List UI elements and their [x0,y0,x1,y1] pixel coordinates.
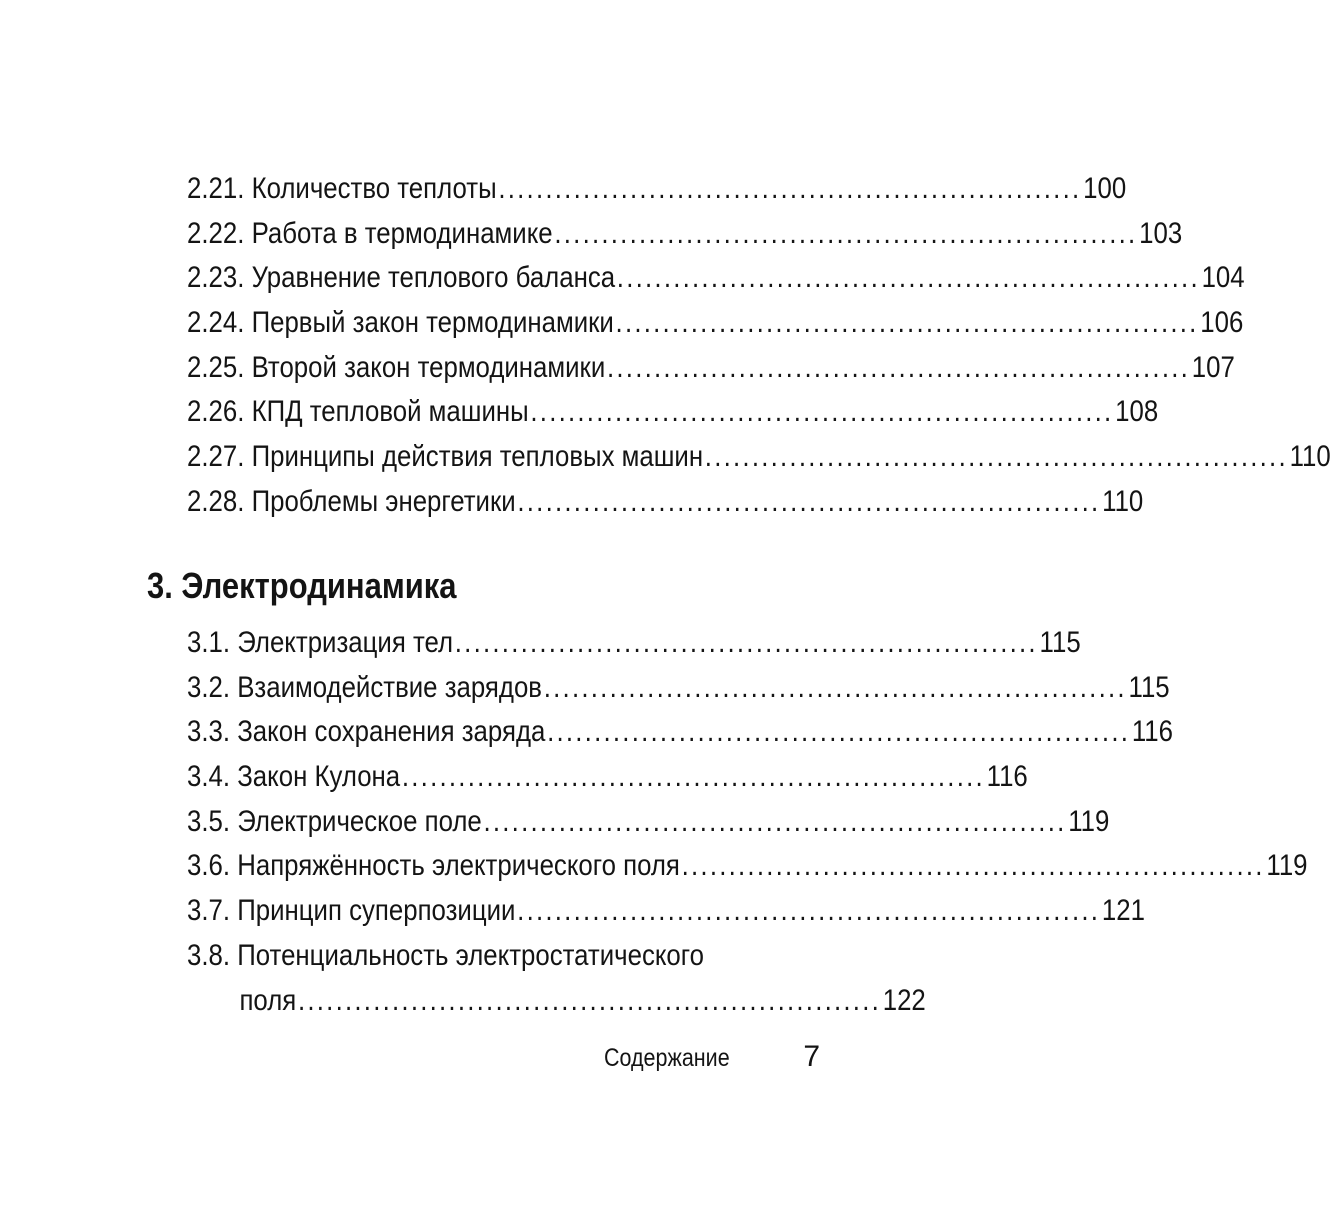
entry-title: Уравнение теплового баланса [251,261,616,295]
entry-page: 116 [1131,715,1173,749]
entry-title-continuation: поля [239,983,297,1017]
entry-page: 103 [1139,216,1183,250]
dot-leader: .............................................................. [547,715,1131,749]
page-number: 7 [803,1040,820,1073]
entry-title: Напряжённость электрического поля [237,849,680,883]
toc-entry[interactable] [187,212,1183,257]
entry-title: Закон сохранения заряда [237,715,546,749]
dot-leader: .............................................................. [681,849,1265,883]
page-footer [0,1036,1000,1080]
entry-page: 108 [1115,395,1159,429]
dot-leader: .............................................................. [498,172,1082,205]
entry-page: 106 [1200,306,1244,340]
entry-title: Потенциальность электростатического [237,938,704,972]
section-heading: 3. Электродинамика [147,565,457,606]
entry-title: Проблемы энергетики [251,484,516,518]
entry-number: 2.25. [187,350,245,384]
entry-number: 3.1. [187,626,231,659]
entry-title: Принцип суперпозиции [237,894,516,928]
entry-title: Количество теплоты [251,172,497,205]
entry-title: Электрическое поле [237,804,482,838]
toc-entry[interactable] [187,666,1170,711]
dot-leader: .............................................................. [543,670,1127,704]
entry-title: Работа в термодинамике [251,216,553,250]
entry-number: 3.5. [187,804,231,838]
entry-number: 2.21. [187,172,245,205]
toc-entry[interactable] [187,844,1308,889]
toc-section-3 [187,621,1308,1023]
entry-page: 104 [1201,261,1245,295]
toc-entry[interactable] [187,390,1159,435]
entry-number: 3.3. [187,715,231,749]
dot-leader: .............................................................. [517,484,1101,518]
entry-number: 2.26. [187,395,245,429]
entry-page: 110 [1289,440,1331,474]
entry-page: 115 [1039,626,1081,659]
entry-page: 116 [986,760,1028,794]
toc-entry-first-line[interactable] [187,934,819,979]
entry-number: 2.22. [187,216,245,250]
entry-page: 115 [1128,670,1170,704]
entry-title: Электризация тел [237,626,454,659]
dot-leader: .............................................................. [616,261,1200,295]
toc-entry[interactable] [187,800,1110,845]
entry-page: 110 [1102,484,1144,518]
entry-title: Взаимодействие зарядов [237,670,543,704]
dot-leader: .............................................................. [401,760,985,794]
entry-number: 3.4. [187,760,231,794]
entry-number: 2.23. [187,261,245,295]
dot-leader: .............................................................. [454,626,1038,659]
toc-entry[interactable] [187,435,1331,480]
dot-leader: .............................................................. [530,395,1114,429]
entry-title: КПД тепловой машины [251,395,529,429]
entry-number: 2.28. [187,484,245,518]
entry-page: 122 [882,983,926,1017]
entry-number: 3.8. [187,938,231,972]
entry-title: Закон Кулона [237,760,401,794]
dot-leader: .............................................................. [517,894,1101,928]
toc-entry-continuation[interactable] [187,979,926,1024]
entry-number: 2.27. [187,440,245,474]
dot-leader: .............................................................. [297,983,882,1017]
toc-entry[interactable] [187,256,1245,301]
toc-entry[interactable] [187,346,1235,391]
entry-number: 2.24. [187,306,245,340]
toc-entry[interactable] [187,301,1244,346]
toc-entry[interactable] [187,167,1127,212]
toc-entry[interactable] [187,710,1173,755]
entry-page: 119 [1266,849,1308,883]
dot-leader: .............................................................. [483,804,1067,838]
toc-entry[interactable] [187,621,1081,666]
entry-number: 3.6. [187,849,231,883]
toc-entry[interactable] [187,755,1028,800]
entry-title: Первый закон термодинамики [251,306,614,340]
entry-title: Принципы действия тепловых машин [251,440,704,474]
entry-page: 119 [1068,804,1110,838]
entry-title: Второй закон термодинамики [251,350,606,384]
dot-leader: .............................................................. [554,216,1138,250]
toc-entry[interactable] [187,480,1144,525]
dot-leader: .............................................................. [615,306,1199,340]
entry-number: 3.2. [187,670,231,704]
dot-leader: .............................................................. [704,440,1288,474]
dot-leader: .............................................................. [606,350,1191,384]
footer-label: Содержание [604,1044,730,1072]
toc-entry[interactable] [187,889,1145,934]
entry-number: 3.7. [187,894,231,928]
entry-page: 107 [1191,350,1235,384]
entry-page: 100 [1083,172,1127,205]
toc-section-2 [187,167,1331,525]
entry-page: 121 [1101,894,1145,928]
